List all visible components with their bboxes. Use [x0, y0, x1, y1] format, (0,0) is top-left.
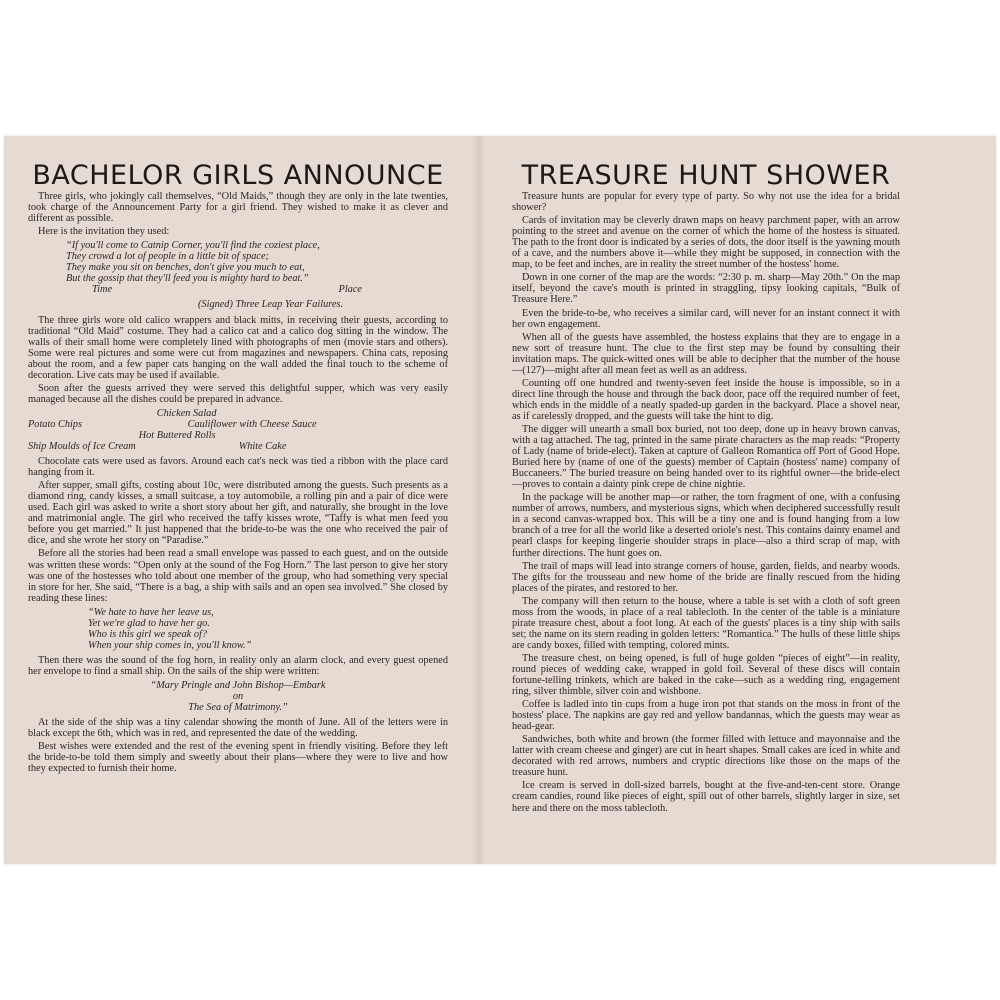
paragraph: Cards of invitation may be cleverly drawn maps on heavy parchment paper, with an arrow pointing to the street and avenue on the corner of which the home of the hostess is situated. The path to the front door is indicated by a series of dots, the door itself is the yawning mouth of a cave, and the numbers above it—while they might be supposed, in connection with the map, to be feet and inches, are in reality the street number of the hostess' home. — [512, 215, 900, 271]
farewell-verse — [88, 607, 448, 651]
verse-line: “If you'll come to Catnip Corner, you'll find the coziest place, — [66, 240, 320, 252]
page-gutter — [472, 136, 486, 864]
paragraph: Before all the stories had been read a small envelope was passed to each guest, and on the outside was written these words: “Open only at the sound of the Fog Horn.” The last person to give her story was one of the hostesses who told about one member of the group, who had something very special in store for her. She said, “There is a bag, a ship with sails and an open sea involved.” She closed by reading these lines: — [28, 548, 448, 604]
verse-line: They make you sit on benches, don't give you much to eat, — [66, 262, 305, 274]
paragraph: Counting off one hundred and twenty-seven feet inside the house is impossible, so in a direct line through the house and through the back door, pace off the required number of feet, which ends in the middle of a neatly spaded-up garden in the backyard. Place a shovel near, as if carelessly dropped, and the guests will take the hint to dig. — [512, 377, 900, 422]
right-page-title: TREASURE HUNT SHOWER — [521, 160, 891, 191]
menu-line: Ship Moulds of Ice Cream White Cake — [28, 441, 287, 453]
paragraph: Best wishes were extended and the rest of the evening spent in friendly visiting. Before they left the bride-to-be told them simply and sweetly about their plans—where they were to live and how they expected to furnish their home. — [28, 741, 448, 775]
signature-line: (Signed) Three Leap Year Failures. — [198, 299, 344, 311]
right-page — [512, 160, 900, 816]
paragraph: Ice cream is served in doll-sized barrels, bought at the five-and-ten-cent store. Orange cream candies, round like pieces of eight, spill out of other barrels, slightly larger in size, set here and there on the moss tablecloth. — [512, 780, 900, 814]
paragraph: Down in one corner of the map are the words: “2:30 p. m. sharp—May 20th.” On the map itself, beyond the cave's mouth is printed in straggling, tipsy looking capitals, “Bulk of Treasure Here.” — [512, 272, 900, 306]
place-label: Place — [338, 284, 362, 296]
verse-line: But the gossip that they'll feed you is mighty hard to beat.” — [66, 273, 309, 285]
ship-line: on — [232, 691, 244, 703]
left-page — [28, 160, 448, 776]
paragraph: At the side of the ship was a tiny calendar showing the month of June. All of the letters were in black except the 6th, which was in red, and represented the date of the wedding. — [28, 717, 448, 740]
invitation-verse — [66, 240, 448, 295]
paragraph: The trail of maps will lead into strange corners of house, garden, fields, and nearby woods. The gifts for the trousseau and new home of the bride are finally rescued from the hiding places of the pirates, and restored to her. — [512, 560, 900, 594]
verse-line: When your ship comes in, you'll know.” — [88, 639, 252, 651]
menu-line: Chicken Salad — [28, 407, 217, 419]
paragraph: The company will then return to the house, where a table is set with a cloth of soft green moss from the woods, in place of a real tablecloth. In the center of the table is a miniature pirate treasure chest, about a foot long. At each of the guests' places is a tiny ship with sails set; the name on its stern reading in golden letters: “Romantica.” The hulls of these little ships are candy boxes, filled with tempting, colored mints. — [512, 595, 900, 651]
verse-line: They crowd a lot of people in a little bit of space; — [66, 251, 269, 263]
left-page-title: BACHELOR GIRLS ANNOUNCE — [32, 160, 444, 191]
paragraph: Coffee is ladled into tin cups from a huge iron pot that stands on the moss in front of the hostess' place. The napkins are gay red and yellow bandannas, which the guests may wear as head-gear. — [512, 699, 900, 733]
time-place-row — [66, 284, 362, 295]
menu-line: Potato Chips Cauliflower with Cheese Sauce — [28, 418, 317, 430]
paragraph: Treasure hunts are popular for every type of party. So why not use the idea for a bridal shower? — [512, 191, 900, 214]
paragraph: Sandwiches, both white and brown (the former filled with lettuce and mayonnaise and the latter with cream cheese and ginger) are cut in heart shapes. Small cakes are iced in white and decorated with red arrows, numbers and cryptic directions like those on the maps of the treasure hunt. — [512, 734, 900, 779]
supper-menu — [28, 408, 448, 452]
time-label: Time — [92, 284, 113, 296]
paragraph: Even the bride-to-be, who receives a similar card, will never for an instant connect it with her own engagement. — [512, 307, 900, 330]
paragraph: Chocolate cats were used as favors. Around each cat's neck was tied a ribbon with the place card hanging from it. — [28, 456, 448, 479]
verse-line: “We hate to have her leave us, — [88, 606, 214, 618]
paragraph: Here is the invitation they used: — [38, 226, 170, 238]
paragraph: After supper, small gifts, costing about 10c, were distributed among the guests. Such presents as a diamond ring, candy kisses, a small suitcase, a toy automobile, a rolling pin and a pair of dice were used. Each girl was asked to write a short story about her gift, and naturally, she brought in the love and matrimonial angle. The girl who received the taffy kisses wrote, “Taffy is what men feed you before you get married.” It just happened that the bride-to-be was the one who received the pair of dice, and she wrote her story on “Paradise.” — [28, 480, 448, 547]
paragraph: Soon after the guests arrived they were served this delightful supper, which was very easily managed because all the dishes could be prepared in advance. — [28, 382, 448, 405]
paragraph: The three girls wore old calico wrappers and black mitts, in receiving their guests, according to traditional “Old Maid” costume. They had a calico cat and a calico dog sitting in the window. The walls of their small home were completely lined with photographs of men (movie stars and others). Some were real pictures and some were cut from magazines and newspapers. China cats, reposing about the room, and a few paper cats hanging on the wall added the final touch to the scheme of decoration. Live cats may be used if available. — [28, 314, 448, 381]
paragraph: When all of the guests have assembled, the hostess explains that they are to engage in a new sort of treasure hunt. The clue to the first step may be found by consulting their invitation maps. The quick-witted ones will be able to decipher that the number of the house—(127)—might after all mean feet as well as an address. — [512, 331, 900, 376]
ship-sail-text — [28, 680, 448, 713]
booklet-spread — [4, 136, 996, 864]
paragraph: The digger will unearth a small box buried, not too deep, done up in heavy brown canvas, with a tag attached. The tag, printed in the same pirate characters as the map reads: “Property of Lady (name of bride-elect). Taken at capture of Galleon Romantica off Port of Good Hope. Buried here by (name of one of the guests) member of Captain (hostess' name) company of Buccaneers.” The buried treasure on being handed over to its rightful owner—the bride-elect—proves to contain a dainty pink crepe de chine nightie. — [512, 423, 900, 491]
paragraph: The treasure chest, on being opened, is full of huge golden “pieces of eight”—in reality, round pieces of wedding cake, wrapped in gold foil. Several of these discs will contain fortune-telling trinkets, which are baked in the cake—such as a wedding ring, engagement ring, silver thimble, silver coin and wishbone. — [512, 652, 900, 698]
paragraph: Three girls, who jokingly call themselves, “Old Maids,” though they are only in the late twenties, took charge of the Announcement Party for a girl friend. They wished to make it as clever and different as possible. — [28, 191, 448, 225]
verse-line: Yet we're glad to have her go. — [88, 617, 210, 629]
ship-line: “Mary Pringle and John Bishop—Embark — [150, 679, 326, 691]
verse-line: Who is this girl we speak of? — [88, 628, 207, 640]
menu-line: Hot Buttered Rolls — [28, 429, 216, 441]
paragraph: Then there was the sound of the fog horn, in reality only an alarm clock, and every guest opened her envelope to find a small ship. On the sails of the ship were written: — [28, 654, 448, 677]
paragraph: In the package will be another map—or rather, the torn fragment of one, with a confusing number of arrows, numbers, and mysterious signs, which when deciphered successfully result in a second canvas-wrapped box. This will be a tiny one and is found hanging from a low branch of a tree for all the world like a deserted oriole's nest. This contains dainty enamel and pearl clasps for keeping lingerie shoulder straps in place—also a third scrap of map, with further directions. The hunt goes on. — [512, 492, 900, 559]
ship-line: The Sea of Matrimony.” — [188, 702, 288, 714]
